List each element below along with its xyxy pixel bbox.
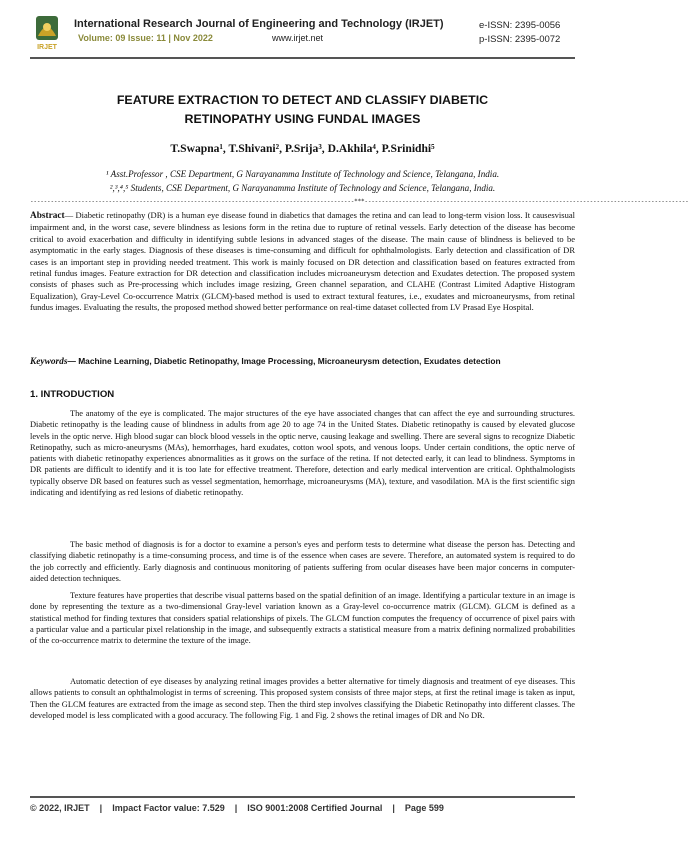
- journal-url[interactable]: www.irjet.net: [272, 33, 324, 43]
- separator-line: -----------------------------------------------------------------------------------------------***-----------------------------------------------------------------------------------------------: [30, 198, 689, 205]
- volume-issue: Volume: 09 Issue: 11 | Nov 2022: [78, 33, 213, 43]
- abstract: [30, 210, 575, 314]
- footer-impact-factor: Impact Factor value: 7.529: [112, 803, 225, 813]
- logo-text: IRJET: [37, 44, 57, 51]
- footer-copyright: © 2022, IRJET: [30, 803, 90, 813]
- affiliation-2: ²,³,⁴,⁵ Students, CSE Department, G Narayanamma Institute of Technology and Science, Telangana, India.: [109, 183, 496, 193]
- affiliation-1: ¹ Asst.Professor , CSE Department, G Narayanamma Institute of Technology and Science, Telangana, India.: [105, 169, 500, 179]
- irjet-logo-icon: [32, 14, 62, 52]
- abstract-text: — Diabetic retinopathy (DR) is a human eye disease found in diabetics that damages the retina and can lead to long-term vision loss. It causesvisual impairment and, in the worst case, severe blindness as lesions form in the retina due to rupture of retinal vessels. Early detection of the disease has become critical to avoid exacerbation and difficulty in identifying subtle lesions in advanced stages of the disease. The main cause of blindness is believed to be asymptomatic in the early stages. Diagnosis of these diseases is time-consuming and difficult for ophthalmologists. Early detection and classification of DR cases is an important step in providing needed treatment. This work is mainly focused on DR detection and classification based on features extracted from retinal fundus images. Feature extraction for DR detection and classification includes microaneurysm detection and Exudates detection. The proposed system consists of phases such as Pre-processing which includes image resizing, Green channel separation, and CLAHE (Contrast Limited Adaptive Histogram Equalization), Gray-Level Co-occurrence Matrix (GLCM)-based method is used to extract textural features, i.e., exudates and microaneurysms, from retinal fundus images. Evaluating the results, the proposed method showed better performance on real-time dataset collected from LV Prasad Eye Hospital.: [30, 210, 575, 313]
- footer-divider: [30, 796, 575, 798]
- title-line-2: RETINOPATHY USING FUNDAL IMAGES: [184, 112, 421, 126]
- keywords-text: — Machine Learning, Diabetic Retinopathy, Image Processing, Microaneurysm detection, Exudates detection: [67, 356, 501, 366]
- section-heading-introduction: 1. INTRODUCTION: [30, 389, 115, 400]
- keywords: [30, 356, 575, 368]
- pissn: p-ISSN: 2395-0072: [479, 34, 561, 45]
- journal-title: International Research Journal of Engineering and Technology (IRJET): [74, 18, 444, 30]
- footer-iso: ISO 9001:2008 Certified Journal: [247, 803, 383, 813]
- abstract-label: Abstract: [30, 211, 65, 221]
- authors: T.Swapna¹, T.Shivani², P.Srija³, D.Akhila⁴, P.Srinidhi⁵: [170, 142, 435, 155]
- header-divider: [30, 57, 575, 59]
- intro-paragraph-2: The basic method of diagnosis is for a doctor to examine a person's eyes and perform tests to determine what disease the person has. Detecting and classifying diabetic retinopathy is a time-consuming process, and time is of the essence when cases are severe. Therefore, an automated system is required to do the job correctly and efficiently. Early diagnosis and continuous monitoring of patients suffering from ocular diseases have been major concerns in computer-aided detection techniques.: [30, 540, 575, 583]
- intro-paragraph-3: Texture features have properties that describe visual patterns based on the spatial definition of an image. Identifying a particular texture in an image is done by representing the texture as a two-dimensional Gray-level variation known as a Gray-level co-occurrence matrix (GLCM). GLCM is defined as a statistical method for finding textures that considers spatial relationships of pixels. The GLCM function computes the frequency of occurrence of pixel pairs with a particular value and a particular pixel relationship in the image, and subsequently extracts a statistical measure from a matrix defining normalized probabilities of the co-occurrence matrix to determine the texture of the image.: [30, 591, 575, 646]
- page-footer: © 2022, IRJET | Impact Factor value: 7.529 | ISO 9001:2008 Certified Journal | Page 599: [30, 803, 444, 813]
- intro-paragraph-4: Automatic detection of eye diseases by analyzing retinal images provides a better alternative for timely diagnosis and treatment of eye diseases. This allows patients to consult an ophthalmologist in terms of screening. This proposed system consists of three major steps, at first the retinal image is taken as input, Then the GLCM features are extracted from the image as second step. Then the third step involves classifying the Diabetic Retinopathy into different classes. The developed model is less complicated with a good accuracy. The following Fig. 1 and Fig. 2 shows the retinal images of DR and No DR.: [30, 677, 575, 720]
- intro-paragraph-1: The anatomy of the eye is complicated. The major structures of the eye have associated changes that can affect the eye and surrounding structures. Diabetic retinopathy is the leading cause of blindness in adults from age 20 to age 74 in the United States. Diabetic retinopathy is caused by elevated glucose levels in the optic nerve. High blood sugar can block blood vessels in the optic nerve, causing leakage and swelling. There are several signs to recognize Diabetic Retinopathy, such as micro-aneurysms (MAs), hemorrhages, hard exudates, cotton wool spots, and venous loops. Under certain conditions, the optic nerve of patients with diabetic retinopathy experiences abnormalities as it grows on the surface of the retina. If not detected early, it can lead to blindness. Symptoms in DR patients are difficult to identify and it is too late for effective treatment. Therefore, detection and early medical intervention are critical. Ophthalmologists typically observe DR based on features such as vessel segmentation, hemorrhage, microaneurysms (MA), texture, and vasodilation. MA is the first scientific sign indicating and identifying as red lesions of diabetic retinopathy.: [30, 409, 575, 498]
- keywords-label: Keywords: [30, 357, 68, 367]
- eissn: e-ISSN: 2395-0056: [479, 20, 561, 31]
- paper-title: [30, 91, 575, 129]
- title-line-1: FEATURE EXTRACTION TO DETECT AND CLASSIFY DIABETIC: [116, 93, 489, 107]
- footer-page-number: Page 599: [404, 803, 444, 813]
- page-header: [30, 14, 575, 54]
